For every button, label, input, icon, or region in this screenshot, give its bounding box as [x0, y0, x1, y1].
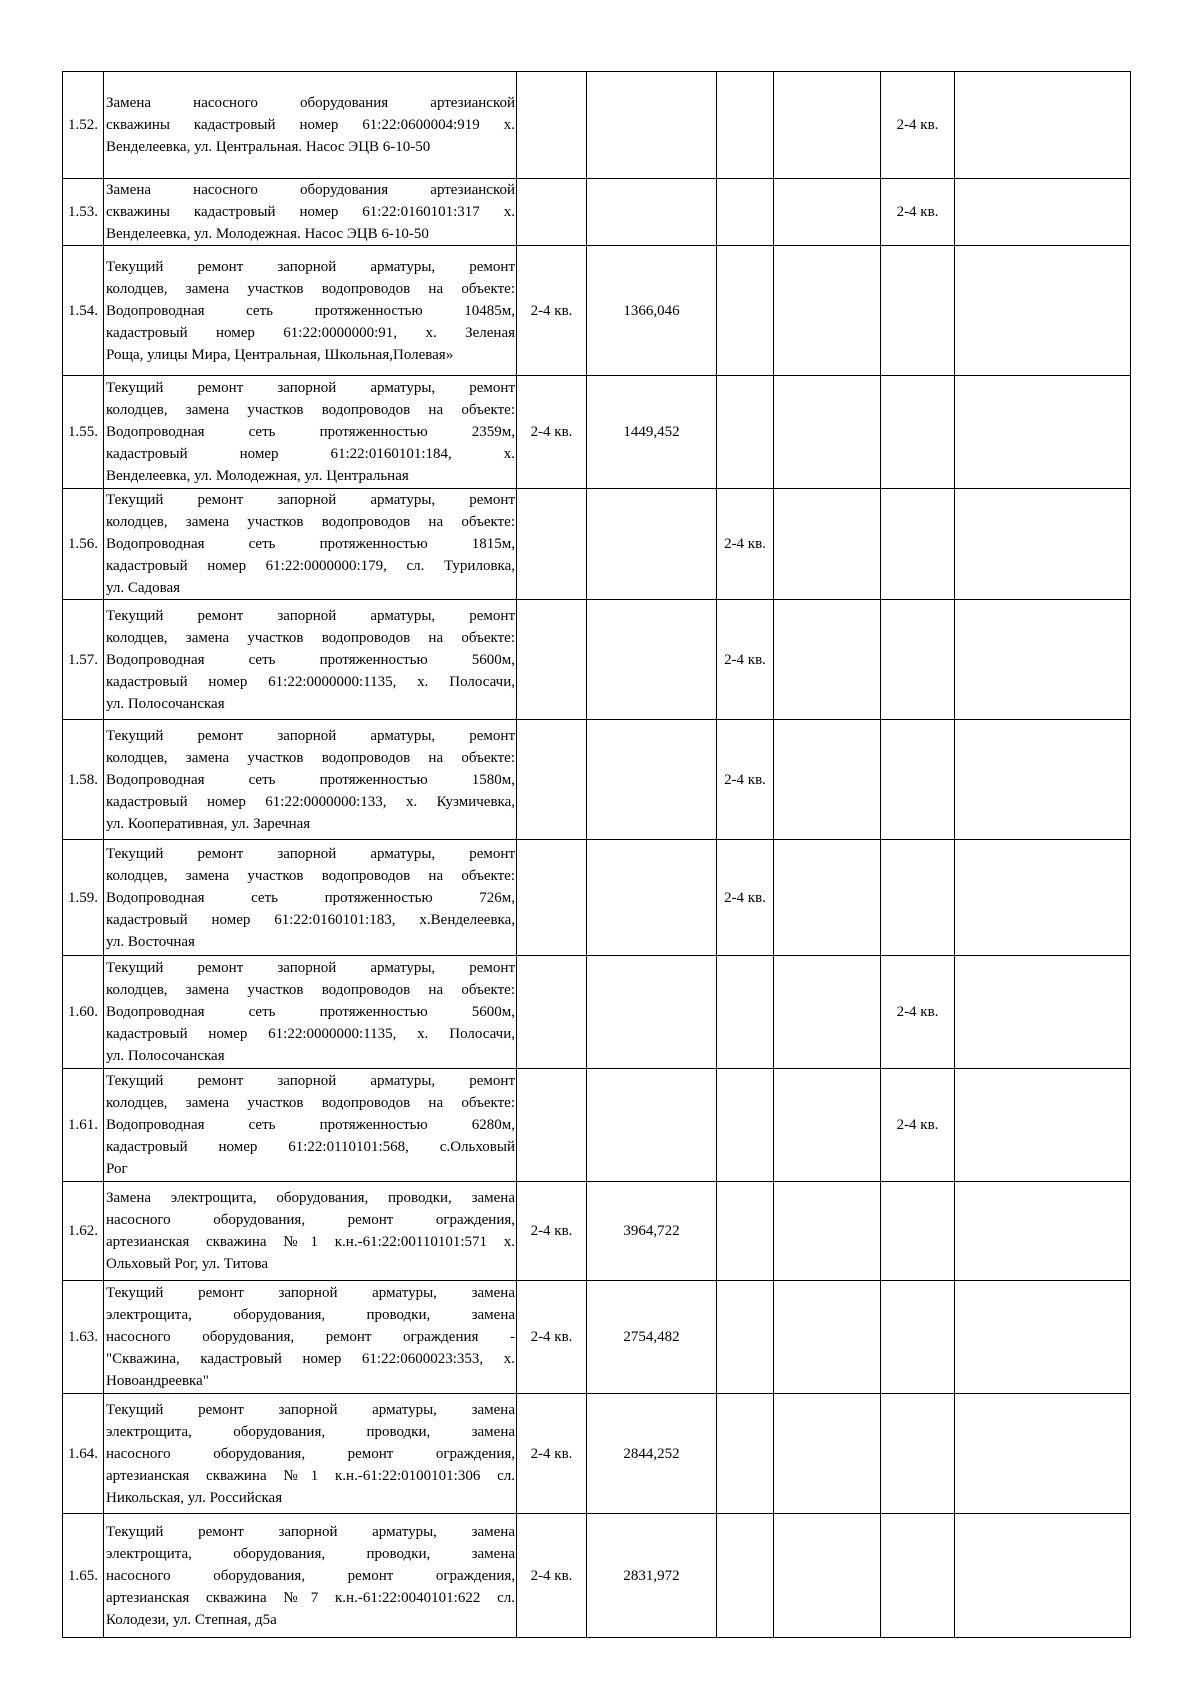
description-line: насосного оборудования, ремонт ограждения -	[106, 1329, 515, 1345]
description-line: ул. Кооперативная, ул. Заречная	[106, 815, 311, 832]
cell-c2	[587, 179, 717, 246]
cell-c5	[881, 1514, 955, 1638]
description-line: колодцев, замена участков водопроводов на объекте:	[106, 982, 515, 998]
cell-c5: 2-4 кв.	[881, 72, 955, 179]
description-line: кадастровый номер 61:22:0000000:1135, х. Полосачи,	[106, 673, 515, 690]
cell-c5	[881, 840, 955, 956]
work-description	[104, 179, 517, 246]
table-row	[63, 1069, 1131, 1182]
description-line: колодцев, замена участков водопроводов на объекте:	[106, 749, 515, 766]
cell-c4	[774, 1394, 881, 1514]
cell-c6	[955, 489, 1131, 600]
description-line: Никольская, ул. Российская	[106, 1489, 283, 1506]
description-line: Замена насосного оборудования артезианской	[106, 182, 515, 198]
cell-c3	[717, 1281, 774, 1394]
row-number: 1.62.	[63, 1182, 104, 1281]
row-number: 1.52.	[63, 72, 104, 179]
cell-c4	[774, 720, 881, 840]
description-line: ул. Полосочанская	[106, 1048, 225, 1064]
cell-c3	[717, 956, 774, 1069]
description-line: кадастровый номер 61:22:0000000:91, х. Зеленая	[106, 324, 515, 341]
work-description	[104, 600, 517, 720]
cell-c3	[717, 179, 774, 246]
description-line: скважины кадастровый номер 61:22:0600004:919 х.	[106, 117, 515, 133]
cell-c5	[881, 1394, 955, 1514]
cell-c3	[717, 376, 774, 489]
row-number: 1.61.	[63, 1069, 104, 1182]
description-line: артезианская скважина №1 к.н.-61:22:00110101:571 х.	[106, 1234, 515, 1250]
description-line: Текущий ремонт запорной арматуры, замена	[106, 1523, 515, 1540]
description-line: Венделеевка, ул. Центральная. Насос ЭЦВ 6-10-50	[106, 139, 431, 155]
description-line: кадастровый номер 61:22:0160101:184, х.	[106, 446, 515, 462]
description-line: Водопроводная сеть протяженностью 6280м,	[106, 1117, 515, 1133]
work-description	[104, 956, 517, 1069]
description-line: "Скважина, кадастровый номер 61:22:0600023:353, х.	[106, 1351, 515, 1367]
cell-c4	[774, 1514, 881, 1638]
row-number: 1.60.	[63, 956, 104, 1069]
description-line: Венделеевка, ул. Молодежная. Насос ЭЦВ 6-10-50	[106, 226, 429, 242]
cell-c2	[587, 600, 717, 720]
cell-c1	[517, 489, 587, 600]
description-line: колодцев, замена участков водопроводов на объекте:	[106, 1095, 515, 1111]
row-number: 1.54.	[63, 246, 104, 376]
row-number: 1.59.	[63, 840, 104, 956]
cell-c3: 2-4 кв.	[717, 600, 774, 720]
description-line: Водопроводная сеть протяженностью 5600м,	[106, 1004, 515, 1020]
description-line: кадастровый номер 61:22:0000000:1135, х. Полосачи,	[106, 1026, 515, 1042]
work-description	[104, 1514, 517, 1638]
table-row	[63, 1182, 1131, 1281]
row-number: 1.55.	[63, 376, 104, 489]
cell-c2	[587, 720, 717, 840]
description-line: колодцев, замена участков водопроводов на объекте:	[106, 629, 515, 646]
description-line: электрощита, оборудования, проводки, замена	[106, 1423, 515, 1440]
cell-c3: 2-4 кв.	[717, 720, 774, 840]
description-line: Рог	[106, 1161, 128, 1177]
description-line: Водопроводная сеть протяженностью 1580м,	[106, 771, 515, 788]
table-row	[63, 1394, 1131, 1514]
cell-c2: 3964,722	[587, 1182, 717, 1281]
cell-c5: 2-4 кв.	[881, 179, 955, 246]
description-line: Текущий ремонт запорной арматуры, замена	[106, 1401, 515, 1418]
cell-c1	[517, 72, 587, 179]
cell-c5: 2-4 кв.	[881, 956, 955, 1069]
cell-c4	[774, 179, 881, 246]
cell-c1: 2-4 кв.	[517, 1182, 587, 1281]
description-line: Новоандреевка"	[106, 1373, 209, 1389]
cell-c4	[774, 956, 881, 1069]
cell-c4	[774, 600, 881, 720]
cell-c2: 2831,972	[587, 1514, 717, 1638]
cell-c6	[955, 1281, 1131, 1394]
description-line: ул. Садовая	[106, 580, 181, 596]
description-line: кадастровый номер 61:22:0000000:179, сл. Туриловка,	[106, 558, 515, 574]
work-description	[104, 246, 517, 376]
cell-c5	[881, 376, 955, 489]
works-table	[62, 71, 1131, 1638]
cell-c5	[881, 1182, 955, 1281]
cell-c1: 2-4 кв.	[517, 1514, 587, 1638]
description-line: Водопроводная сеть протяженностью 2359м,	[106, 424, 515, 440]
description-line: ул. Полосочанская	[106, 695, 225, 712]
work-description	[104, 72, 517, 179]
cell-c6	[955, 1069, 1131, 1182]
table-row	[63, 376, 1131, 489]
row-number: 1.56.	[63, 489, 104, 600]
cell-c2	[587, 72, 717, 179]
work-description	[104, 1394, 517, 1514]
cell-c5	[881, 489, 955, 600]
cell-c3	[717, 1182, 774, 1281]
description-line: Водопроводная сеть протяженностью 1815м,	[106, 536, 515, 552]
description-line: кадастровый номер 61:22:0000000:133, х. Кузмичевка,	[106, 793, 515, 810]
description-line: кадастровый номер 61:22:0160101:183, х.Венделеевка,	[106, 911, 515, 928]
table-body	[63, 72, 1131, 1638]
cell-c4	[774, 376, 881, 489]
description-line: колодцев, замена участков водопроводов на объекте:	[106, 280, 515, 297]
description-line: Водопроводная сеть протяженностью 10485м,	[106, 302, 515, 319]
table-row	[63, 72, 1131, 179]
cell-c2	[587, 840, 717, 956]
work-description	[104, 1069, 517, 1182]
cell-c6	[955, 1514, 1131, 1638]
table-row	[63, 1281, 1131, 1394]
cell-c2: 1366,046	[587, 246, 717, 376]
cell-c2	[587, 1069, 717, 1182]
cell-c1	[517, 1069, 587, 1182]
work-description	[104, 489, 517, 600]
cell-c2: 2844,252	[587, 1394, 717, 1514]
description-line: Водопроводная сеть протяженностью 5600м,	[106, 651, 515, 668]
cell-c4	[774, 1182, 881, 1281]
row-number: 1.65.	[63, 1514, 104, 1638]
cell-c2	[587, 956, 717, 1069]
description-line: Текущий ремонт запорной арматуры, ремонт	[106, 380, 515, 396]
cell-c1: 2-4 кв.	[517, 1281, 587, 1394]
cell-c3	[717, 1069, 774, 1182]
work-description	[104, 720, 517, 840]
cell-c6	[955, 956, 1131, 1069]
cell-c5	[881, 246, 955, 376]
cell-c4	[774, 72, 881, 179]
cell-c2	[587, 489, 717, 600]
description-line: Текущий ремонт запорной арматуры, ремонт	[106, 258, 515, 275]
cell-c6	[955, 1182, 1131, 1281]
description-line: Текущий ремонт запорной арматуры, замена	[106, 1285, 515, 1301]
cell-c6	[955, 179, 1131, 246]
description-line: электрощита, оборудования, проводки, замена	[106, 1307, 515, 1323]
work-description	[104, 1182, 517, 1281]
row-number: 1.63.	[63, 1281, 104, 1394]
cell-c1	[517, 956, 587, 1069]
cell-c2: 1449,452	[587, 376, 717, 489]
description-line: колодцев, замена участков водопроводов на объекте:	[106, 402, 515, 418]
description-line: электрощита, оборудования, проводки, замена	[106, 1545, 515, 1562]
cell-c3: 2-4 кв.	[717, 489, 774, 600]
description-line: Текущий ремонт запорной арматуры, ремонт	[106, 845, 515, 862]
row-number: 1.58.	[63, 720, 104, 840]
cell-c4	[774, 489, 881, 600]
description-line: колодцев, замена участков водопроводов на объекте:	[106, 867, 515, 884]
cell-c6	[955, 720, 1131, 840]
cell-c1: 2-4 кв.	[517, 1394, 587, 1514]
description-line: Текущий ремонт запорной арматуры, ремонт	[106, 492, 515, 508]
cell-c1: 2-4 кв.	[517, 246, 587, 376]
description-line: Роща, улицы Мира, Центральная, Школьная,Полевая»	[106, 346, 454, 363]
cell-c1	[517, 179, 587, 246]
row-number: 1.57.	[63, 600, 104, 720]
cell-c5	[881, 600, 955, 720]
cell-c4	[774, 246, 881, 376]
work-description	[104, 376, 517, 489]
description-line: ул. Восточная	[106, 933, 195, 950]
description-line: скважины кадастровый номер 61:22:0160101:317 х.	[106, 204, 515, 220]
cell-c3	[717, 72, 774, 179]
description-line: насосного оборудования, ремонт ограждения,	[106, 1567, 515, 1584]
table-row	[63, 1514, 1131, 1638]
description-line: колодцев, замена участков водопроводов на объекте:	[106, 514, 515, 530]
cell-c6	[955, 600, 1131, 720]
table-row	[63, 489, 1131, 600]
table-row	[63, 246, 1131, 376]
table-row	[63, 179, 1131, 246]
work-description	[104, 1281, 517, 1394]
description-line: Текущий ремонт запорной арматуры, ремонт	[106, 1073, 515, 1089]
description-line: артезианская скважина №7 к.н.-61:22:0040101:622 сл.	[106, 1589, 515, 1606]
cell-c3	[717, 1394, 774, 1514]
row-number: 1.53.	[63, 179, 104, 246]
cell-c1	[517, 720, 587, 840]
cell-c6	[955, 1394, 1131, 1514]
cell-c5: 2-4 кв.	[881, 1069, 955, 1182]
cell-c6	[955, 840, 1131, 956]
table-row	[63, 600, 1131, 720]
description-line: Текущий ремонт запорной арматуры, ремонт	[106, 727, 515, 744]
cell-c2: 2754,482	[587, 1281, 717, 1394]
cell-c6	[955, 246, 1131, 376]
description-line: Замена насосного оборудования артезианской	[106, 95, 515, 111]
cell-c6	[955, 376, 1131, 489]
cell-c1	[517, 600, 587, 720]
cell-c5	[881, 720, 955, 840]
cell-c3	[717, 1514, 774, 1638]
cell-c3: 2-4 кв.	[717, 840, 774, 956]
cell-c4	[774, 840, 881, 956]
description-line: Водопроводная сеть протяженностью 726м,	[106, 889, 515, 906]
row-number: 1.64.	[63, 1394, 104, 1514]
cell-c1: 2-4 кв.	[517, 376, 587, 489]
table-row	[63, 956, 1131, 1069]
description-line: насосного оборудования, ремонт ограждения,	[106, 1212, 515, 1228]
cell-c4	[774, 1069, 881, 1182]
cell-c6	[955, 72, 1131, 179]
description-line: Замена электрощита, оборудования, проводки, замена	[106, 1190, 515, 1206]
description-line: кадастровый номер 61:22:0110101:568, с.Ольховый	[106, 1139, 515, 1155]
description-line: Текущий ремонт запорной арматуры, ремонт	[106, 960, 515, 976]
description-line: Венделеевка, ул. Молодежная, ул. Центральная	[106, 468, 409, 484]
table-row	[63, 840, 1131, 956]
cell-c3	[717, 246, 774, 376]
cell-c1	[517, 840, 587, 956]
description-line: Текущий ремонт запорной арматуры, ремонт	[106, 607, 515, 624]
work-description	[104, 840, 517, 956]
cell-c4	[774, 1281, 881, 1394]
description-line: Колодези, ул. Степная, д5а	[106, 1611, 277, 1628]
description-line: артезианская скважина №1 к.н.-61:22:0100101:306 сл.	[106, 1467, 515, 1484]
table-row	[63, 720, 1131, 840]
cell-c5	[881, 1281, 955, 1394]
description-line: насосного оборудования, ремонт ограждения,	[106, 1445, 515, 1462]
description-line: Ольховый Рог, ул. Титова	[106, 1256, 268, 1272]
